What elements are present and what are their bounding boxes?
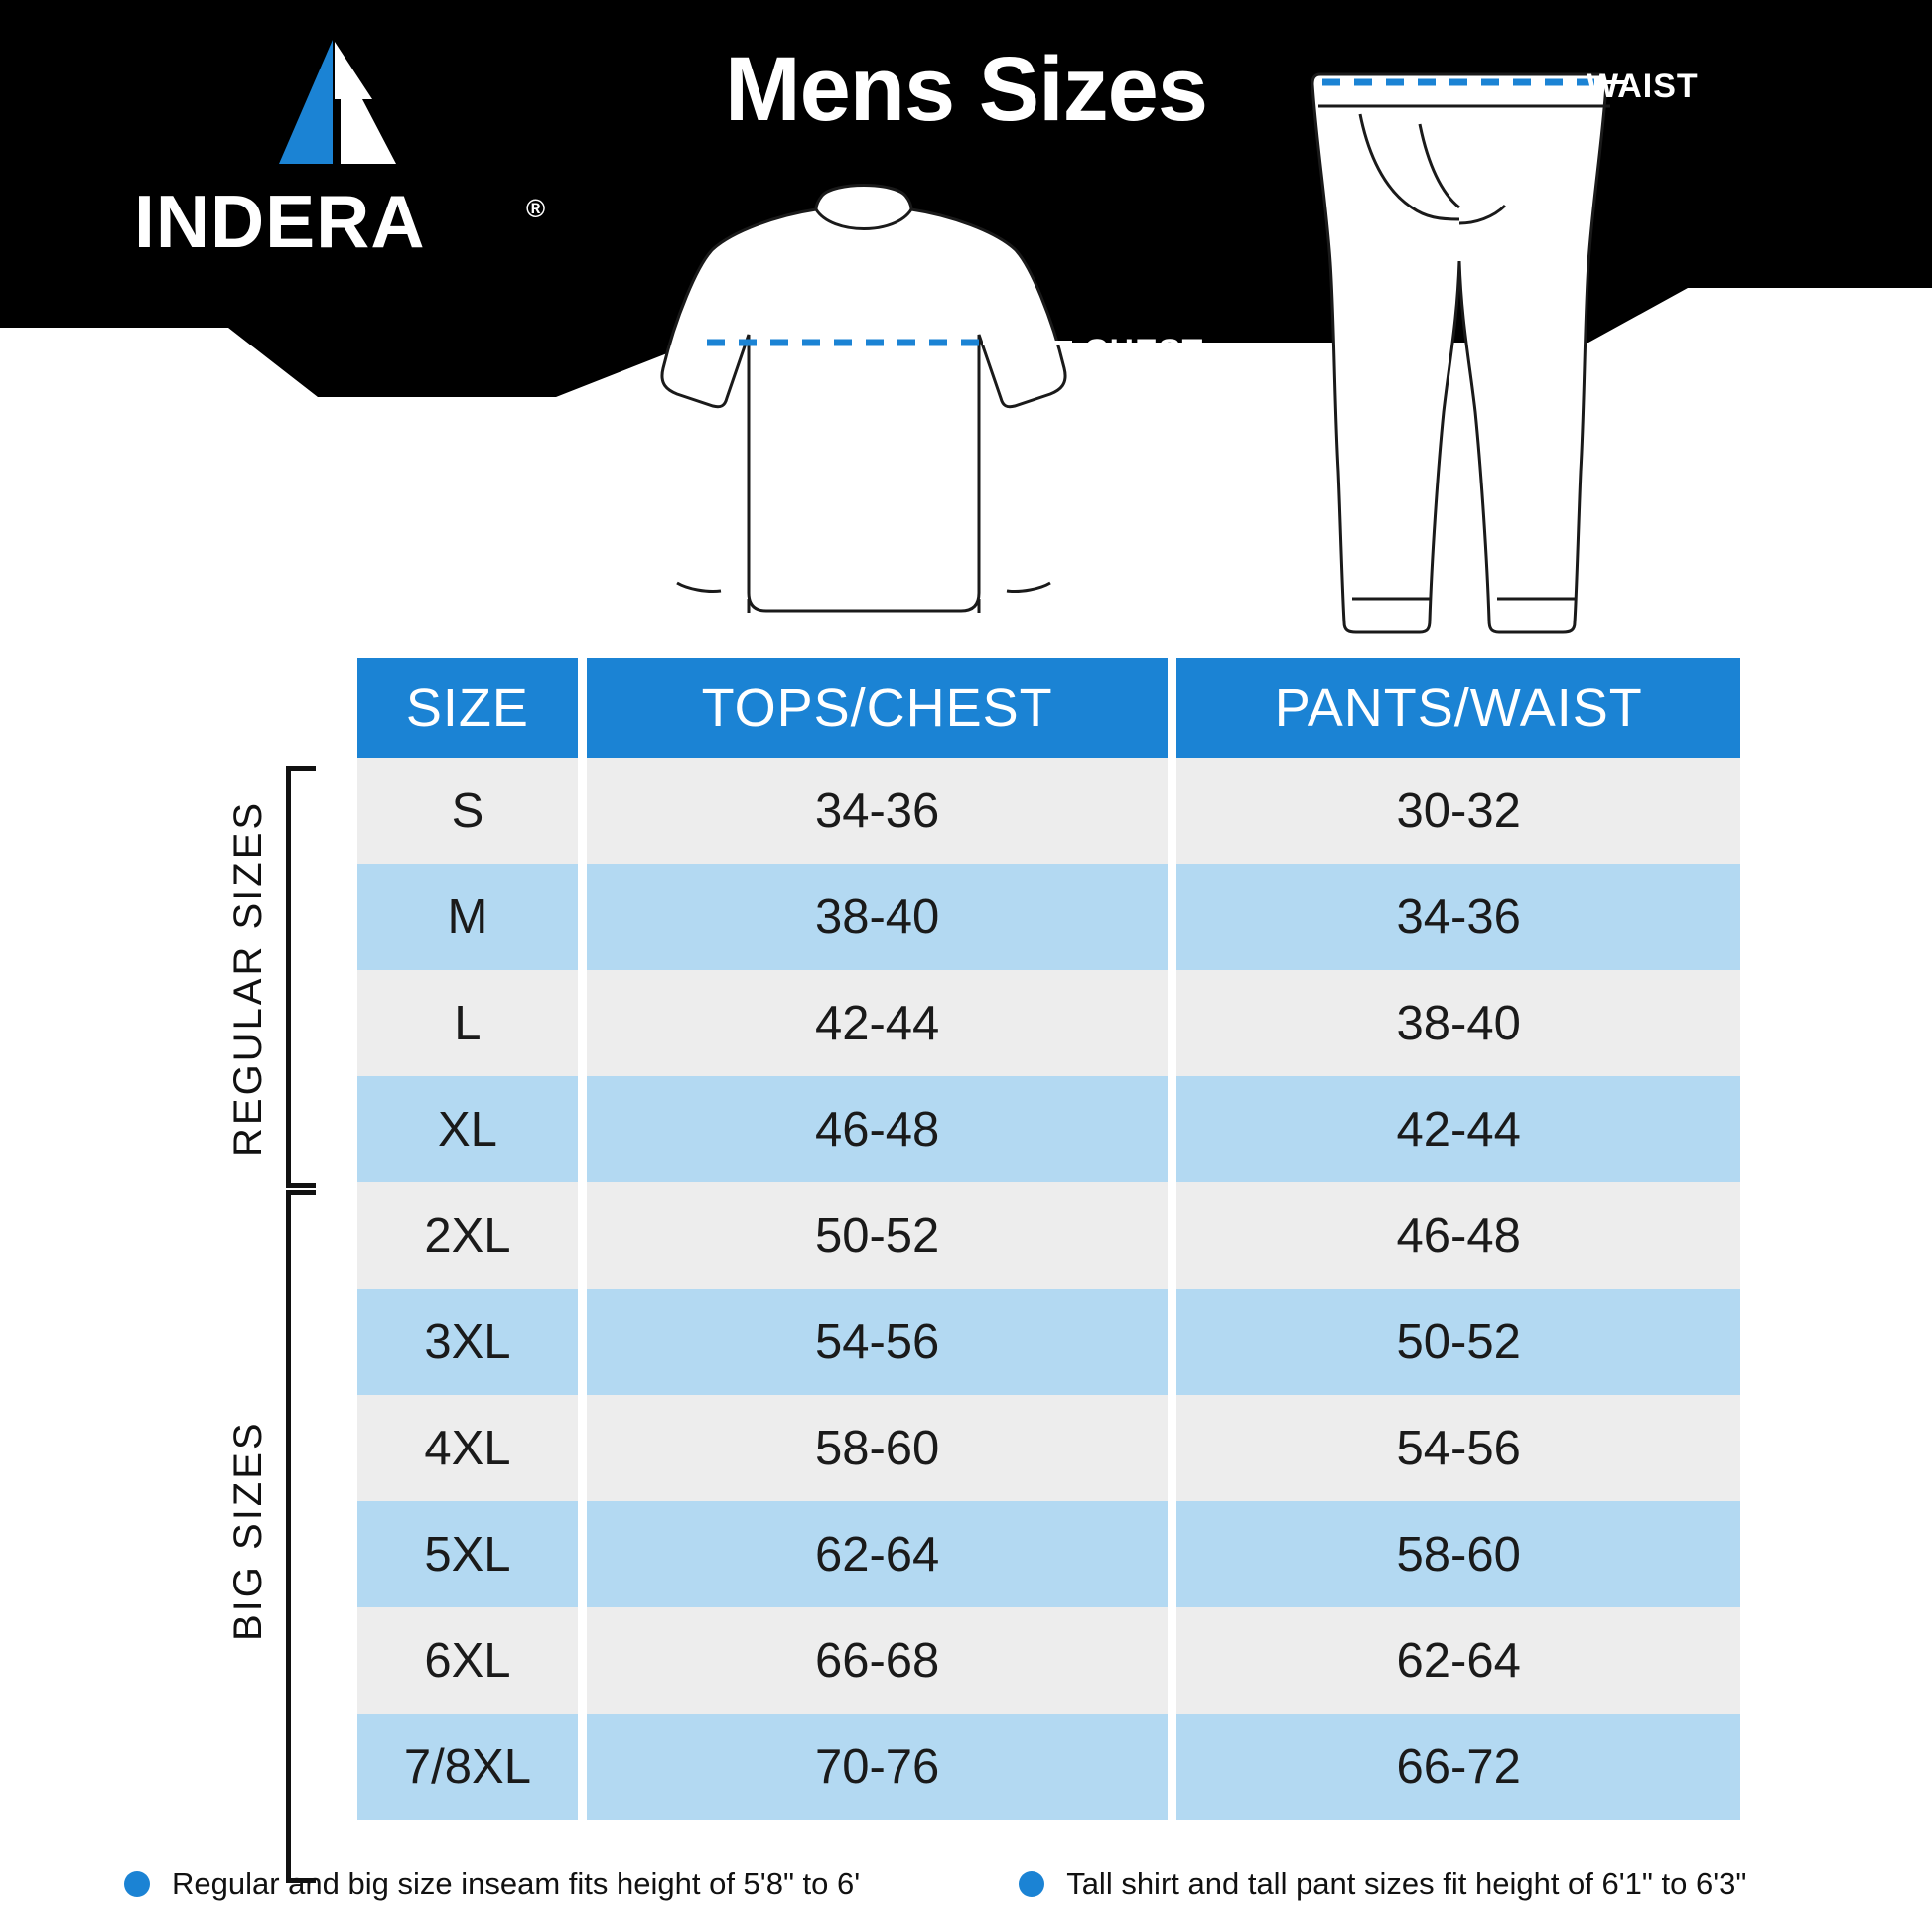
table-row: [357, 864, 1740, 970]
cell-tops: 38-40: [587, 864, 1169, 970]
cell-pants: 62-64: [1176, 1607, 1740, 1714]
cell-size: 3XL: [357, 1289, 578, 1395]
footnote-tall: [1019, 1866, 1746, 1902]
table-row: [357, 1289, 1740, 1395]
cell-pants: 30-32: [1176, 758, 1740, 864]
waist-measure-label: WAIST: [1587, 68, 1699, 105]
table-row: [357, 970, 1740, 1076]
big-sizes-bracket: [286, 1190, 316, 1883]
chest-measure-label: CHEST: [1084, 333, 1204, 370]
cell-pants: 42-44: [1176, 1076, 1740, 1182]
cell-tops: 70-76: [587, 1714, 1169, 1820]
regular-sizes-label: REGULAR SIZES: [226, 799, 270, 1157]
cell-tops: 62-64: [587, 1501, 1169, 1607]
table-row: [357, 758, 1740, 864]
cell-pants: 54-56: [1176, 1395, 1740, 1501]
column-header-pants: PANTS/WAIST: [1176, 658, 1740, 758]
registered-mark: ®: [526, 194, 546, 223]
regular-sizes-bracket: [286, 766, 316, 1188]
page-title: Mens Sizes: [725, 39, 1207, 140]
column-header-tops: TOPS/CHEST: [587, 658, 1169, 758]
cell-tops: 42-44: [587, 970, 1169, 1076]
cell-size: 5XL: [357, 1501, 578, 1607]
table-row: [357, 1395, 1740, 1501]
cell-tops: 66-68: [587, 1607, 1169, 1714]
footnote-regular: [124, 1866, 860, 1902]
cell-pants: 50-52: [1176, 1289, 1740, 1395]
bullet-icon: [1019, 1871, 1044, 1897]
brand-name: INDERA: [134, 180, 426, 263]
table-row: [357, 1182, 1740, 1289]
cell-size: S: [357, 758, 578, 864]
cell-size: 2XL: [357, 1182, 578, 1289]
table-row: [357, 1501, 1740, 1607]
cell-size: 4XL: [357, 1395, 578, 1501]
cell-tops: 34-36: [587, 758, 1169, 864]
cell-size: XL: [357, 1076, 578, 1182]
cell-size: 6XL: [357, 1607, 578, 1714]
cell-size: L: [357, 970, 578, 1076]
thermal-pants-illustration: [1301, 55, 1628, 640]
cell-pants: 46-48: [1176, 1182, 1740, 1289]
cell-size: 7/8XL: [357, 1714, 578, 1820]
size-table: [357, 658, 1740, 1820]
cell-tops: 54-56: [587, 1289, 1169, 1395]
footnote-text: Regular and big size inseam fits height of 5'8" to 6': [172, 1866, 861, 1901]
table-row: [357, 1714, 1740, 1820]
cell-pants: 34-36: [1176, 864, 1740, 970]
long-sleeve-shirt-illustration: [655, 174, 1072, 630]
table-row: [357, 1076, 1740, 1182]
cell-tops: 50-52: [587, 1182, 1169, 1289]
footnotes: [0, 1866, 1932, 1902]
cell-pants: 38-40: [1176, 970, 1740, 1076]
cell-pants: 58-60: [1176, 1501, 1740, 1607]
column-header-size: SIZE: [357, 658, 578, 758]
cell-tops: 46-48: [587, 1076, 1169, 1182]
cell-tops: 58-60: [587, 1395, 1169, 1501]
table-header-row: [357, 658, 1740, 758]
table-row: [357, 1607, 1740, 1714]
bullet-icon: [124, 1871, 150, 1897]
footnote-text: Tall shirt and tall pant sizes fit height of 6'1" to 6'3": [1066, 1866, 1747, 1901]
cell-pants: 66-72: [1176, 1714, 1740, 1820]
cell-size: M: [357, 864, 578, 970]
big-sizes-label: BIG SIZES: [226, 1420, 270, 1642]
